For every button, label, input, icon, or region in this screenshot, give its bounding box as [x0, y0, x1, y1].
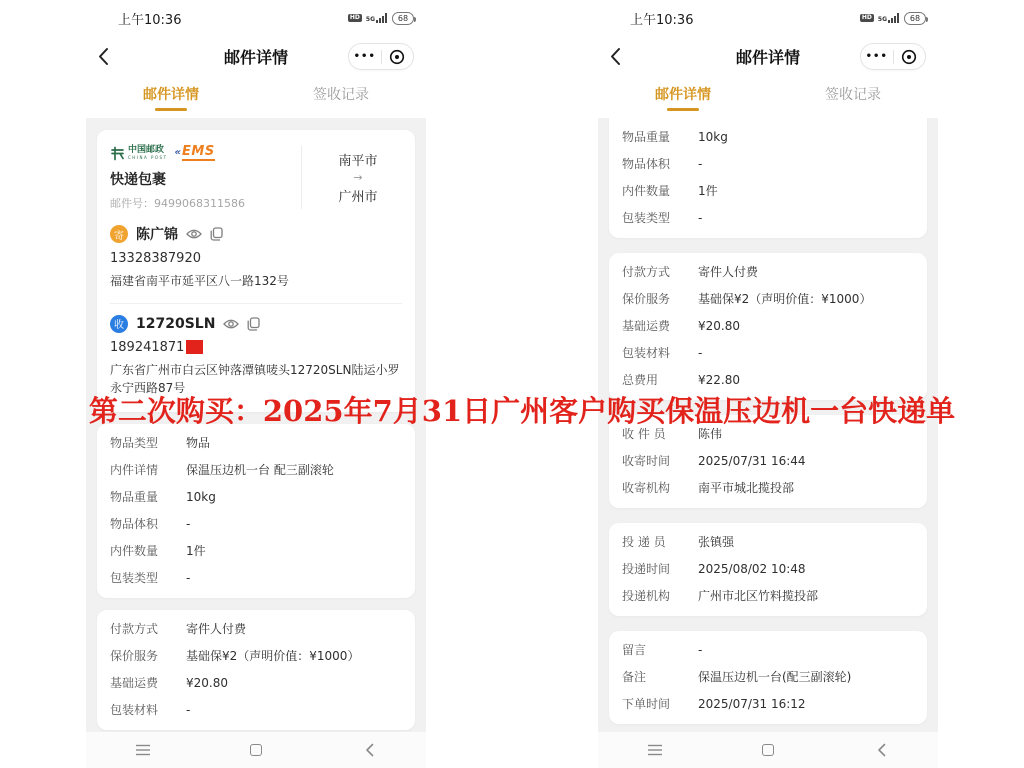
row-label: 收 件 员	[622, 427, 666, 441]
clock-text: 上午10:36	[630, 12, 694, 28]
row-label: 保价服务	[110, 648, 159, 663]
detail-row	[622, 448, 914, 475]
miniprogram-capsule	[860, 43, 926, 70]
row-label: 内件详情	[110, 462, 159, 477]
detail-row	[622, 178, 914, 205]
row-value: 南平市城北揽投部	[698, 481, 795, 495]
annotation-overlay-text: 第二次购买：2025年7月31日广州客户购买保温压边机一台快递单	[88, 393, 956, 428]
chevron-left-icon	[98, 47, 109, 66]
delivery-card	[609, 523, 927, 616]
status-bar	[86, 0, 426, 36]
sender-block	[110, 217, 402, 299]
tab-mail-details[interactable]	[598, 76, 768, 118]
item-details-card	[609, 118, 927, 238]
service-type: 快递包裹	[110, 172, 166, 188]
phone-screenshot-left	[86, 0, 426, 768]
row-value: -	[186, 516, 191, 531]
detail-row	[110, 457, 402, 484]
row-label: 投 递 员	[622, 535, 666, 549]
page-title: 邮件详情	[223, 47, 288, 67]
row-value: 1件	[698, 184, 718, 198]
hd-icon: HD	[861, 14, 872, 21]
row-value: 寄件人付费	[186, 621, 247, 636]
row-label: 留言	[622, 643, 647, 657]
tab-bar	[86, 76, 426, 118]
detail-row	[622, 691, 914, 718]
detail-row	[110, 565, 402, 592]
parcel-card	[97, 130, 415, 412]
order-card	[609, 631, 927, 724]
sender-phone: 13328387920	[110, 251, 201, 266]
row-label: 内件数量	[622, 184, 671, 198]
row-value: 物品	[186, 435, 211, 450]
tab-mail-details-label: 邮件详情	[143, 86, 199, 103]
detail-row	[622, 313, 914, 340]
row-value: ¥20.80	[698, 319, 740, 333]
status-icons	[348, 12, 414, 25]
miniprogram-capsule	[348, 43, 414, 70]
detail-row	[622, 637, 914, 664]
sender-badge: 寄	[110, 225, 128, 243]
signal-bars-icon	[888, 13, 900, 23]
detail-row	[622, 205, 914, 232]
row-value: 基础保¥2（声明价值：¥1000）	[186, 648, 360, 663]
row-label: 总费用	[622, 373, 659, 387]
detail-row	[622, 664, 914, 691]
row-label: 基础运费	[622, 319, 671, 333]
row-value: -	[186, 570, 191, 585]
active-tab-underline	[667, 108, 699, 111]
android-nav-bar	[598, 732, 938, 768]
china-post-logo	[110, 146, 168, 161]
row-value: 基础保¥2（声明价值：¥1000）	[698, 292, 872, 306]
row-value: ¥20.80	[186, 675, 228, 690]
item-details-card	[97, 424, 415, 598]
detail-row	[622, 529, 914, 556]
menu-icon	[135, 744, 151, 756]
row-label: 付款方式	[622, 265, 671, 279]
china-post-cn-label: 中国邮政	[128, 145, 165, 155]
active-tab-underline	[155, 108, 187, 111]
receiver-address: 广东省广州市白云区钟落潭镇唛头12720SLN陆运小罗永宁西路87号	[110, 362, 400, 396]
detail-row	[622, 340, 914, 367]
row-label: 物品体积	[110, 516, 159, 531]
redacted-phone-block	[186, 340, 203, 354]
detail-row	[622, 475, 914, 502]
detail-row	[110, 538, 402, 565]
back-button[interactable]	[610, 46, 630, 66]
detail-row	[110, 484, 402, 511]
mail-number: 邮件号：9499068311586	[110, 197, 245, 210]
row-value: -	[698, 346, 703, 360]
row-label: 保价服务	[622, 292, 671, 306]
route-arrow-icon: →	[353, 171, 363, 184]
android-nav-bar	[86, 732, 426, 768]
detail-row	[622, 259, 914, 286]
row-label: 投递机构	[622, 589, 671, 603]
menu-icon	[647, 744, 663, 756]
detail-row	[110, 697, 402, 724]
route-destination: 广州市	[338, 190, 378, 205]
row-label: 包装材料	[110, 702, 159, 717]
hd-icon: HD	[349, 14, 360, 21]
row-label: 投递时间	[622, 562, 671, 576]
eye-icon[interactable]	[186, 228, 202, 240]
more-options-button[interactable]: •••	[865, 50, 888, 62]
row-value: -	[698, 643, 703, 657]
china-post-emblem-icon	[110, 146, 125, 161]
tab-mail-details-label: 邮件详情	[655, 86, 711, 103]
copy-icon[interactable]	[247, 317, 260, 331]
detail-row	[622, 151, 914, 178]
payment-card	[97, 610, 415, 730]
row-value: 10kg	[186, 489, 216, 504]
row-value: 10kg	[698, 130, 728, 144]
chevron-left-icon	[610, 47, 621, 66]
row-label: 备注	[622, 670, 647, 684]
receiver-badge: 收	[110, 315, 128, 333]
divider	[110, 303, 402, 304]
detail-row	[110, 643, 402, 670]
tab-mail-details[interactable]	[86, 76, 256, 118]
mail-number-value: 9499068311586	[154, 197, 245, 210]
payment-card	[609, 253, 927, 400]
recents-button[interactable]	[598, 744, 711, 756]
chevron-left-icon	[877, 743, 886, 757]
row-value: 2025/08/02 10:48	[698, 562, 806, 576]
row-value: 1件	[186, 543, 206, 558]
row-value: 保温压边机一台(配三副滚轮)	[698, 670, 852, 684]
route-origin: 南平市	[338, 154, 378, 169]
app-header	[86, 36, 426, 76]
copy-icon[interactable]	[210, 227, 223, 241]
row-label: 下单时间	[622, 697, 671, 711]
nav-back-button[interactable]	[825, 743, 938, 757]
row-value: ¥22.80	[698, 373, 740, 387]
chevron-left-icon	[365, 743, 374, 757]
detail-row	[110, 430, 402, 457]
tab-sign-record[interactable]	[768, 76, 938, 118]
china-post-en-label: CHINA POST	[128, 155, 168, 160]
target-circle-icon	[389, 49, 405, 65]
battery-icon: 68	[904, 12, 926, 25]
row-label: 付款方式	[110, 621, 159, 636]
row-value: 寄件人付费	[698, 265, 759, 279]
home-button[interactable]	[711, 744, 824, 756]
tab-sign-record-label: 签收记录	[825, 86, 881, 103]
nav-back-button[interactable]	[313, 743, 426, 757]
signal-icon: 5G	[878, 13, 900, 23]
row-value: 2025/07/31 16:44	[698, 454, 806, 468]
row-label: 内件数量	[110, 543, 159, 558]
tab-sign-record-label: 签收记录	[313, 86, 369, 103]
row-label: 基础运费	[110, 675, 159, 690]
recents-button[interactable]	[86, 744, 199, 756]
detail-row	[110, 616, 402, 643]
row-label: 物品类型	[110, 435, 159, 450]
row-value: 2025/07/31 16:12	[698, 697, 806, 711]
tab-bar	[598, 76, 938, 118]
app-header	[598, 36, 938, 76]
vertical-divider	[301, 146, 302, 209]
row-value: 广州市北区竹料揽投部	[698, 589, 819, 603]
sender-name: 陈广锦	[136, 227, 178, 243]
sender-address: 福建省南平市延平区八一路132号	[110, 274, 289, 288]
detail-row	[622, 286, 914, 313]
row-label: 包装材料	[622, 346, 671, 360]
row-value: -	[186, 702, 191, 717]
close-capsule-button[interactable]	[382, 49, 414, 65]
home-icon	[762, 744, 774, 756]
detail-row	[110, 670, 402, 697]
eye-icon[interactable]	[223, 318, 239, 330]
detail-row	[622, 583, 914, 610]
row-label: 收寄时间	[622, 454, 671, 468]
page-title: 邮件详情	[735, 47, 800, 67]
phone-screenshot-right	[598, 0, 938, 768]
row-label: 物品重量	[110, 489, 159, 504]
row-value: 保温压边机一台 配三副滚轮	[186, 462, 334, 477]
row-value: 陈伟	[698, 427, 723, 441]
route-block	[314, 144, 402, 211]
row-value: -	[698, 211, 703, 225]
ems-logo: « EMS	[175, 145, 215, 161]
ems-label: EMS	[182, 145, 215, 161]
parcel-summary	[110, 136, 402, 217]
row-label: 包装类型	[110, 570, 159, 585]
detail-row	[110, 511, 402, 538]
tab-sign-record[interactable]	[256, 76, 426, 118]
receiver-name: 12720SLN	[136, 315, 216, 332]
row-label: 包装类型	[622, 211, 671, 225]
row-label: 物品重量	[622, 130, 671, 144]
signal-bars-icon	[376, 13, 388, 23]
status-icons	[860, 12, 926, 25]
row-value: 张镇强	[698, 535, 735, 549]
receiver-phone: 189241871	[110, 340, 402, 355]
row-label: 物品体积	[622, 157, 671, 171]
status-bar	[598, 0, 938, 36]
detail-row	[622, 124, 914, 151]
clock-text: 上午10:36	[118, 12, 182, 28]
target-circle-icon	[901, 49, 917, 65]
more-options-button[interactable]: •••	[353, 50, 376, 62]
detail-row	[622, 556, 914, 583]
row-label: 收寄机构	[622, 481, 671, 495]
home-icon	[250, 744, 262, 756]
battery-icon: 68	[392, 12, 414, 25]
close-capsule-button[interactable]	[894, 49, 926, 65]
home-button[interactable]	[199, 744, 312, 756]
row-value: -	[698, 157, 703, 171]
signal-icon: 5G	[366, 13, 388, 23]
back-button[interactable]	[98, 46, 118, 66]
brand-logos	[110, 144, 297, 162]
